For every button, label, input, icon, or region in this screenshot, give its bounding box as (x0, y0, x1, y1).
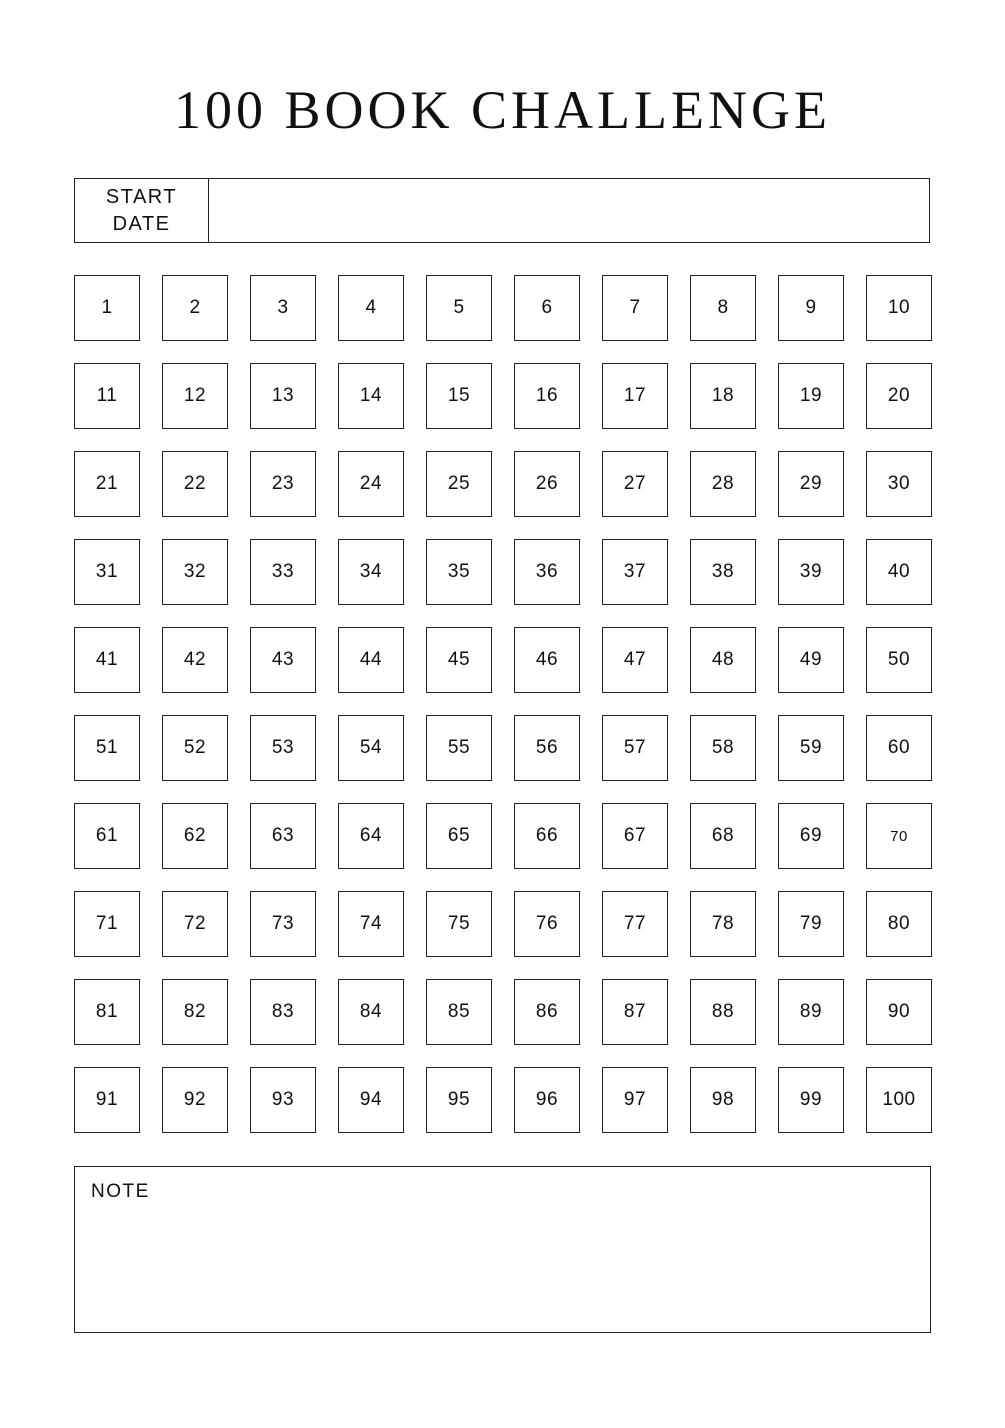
note-field[interactable] (74, 1166, 931, 1333)
book-box[interactable]: 46 (514, 627, 580, 693)
book-box[interactable]: 27 (602, 451, 668, 517)
book-box[interactable]: 19 (778, 363, 844, 429)
book-box[interactable]: 89 (778, 979, 844, 1045)
book-box[interactable]: 10 (866, 275, 932, 341)
book-box[interactable]: 24 (338, 451, 404, 517)
book-box[interactable]: 53 (250, 715, 316, 781)
book-box[interactable]: 83 (250, 979, 316, 1045)
book-box[interactable]: 37 (602, 539, 668, 605)
book-box[interactable]: 18 (690, 363, 756, 429)
book-box[interactable]: 59 (778, 715, 844, 781)
book-box[interactable]: 88 (690, 979, 756, 1045)
book-box[interactable]: 71 (74, 891, 140, 957)
book-box[interactable]: 52 (162, 715, 228, 781)
book-box[interactable]: 20 (866, 363, 932, 429)
book-box[interactable]: 30 (866, 451, 932, 517)
book-box[interactable]: 82 (162, 979, 228, 1045)
book-box[interactable]: 12 (162, 363, 228, 429)
book-box[interactable]: 50 (866, 627, 932, 693)
book-box[interactable]: 80 (866, 891, 932, 957)
book-box[interactable]: 39 (778, 539, 844, 605)
book-box[interactable]: 54 (338, 715, 404, 781)
book-box[interactable]: 63 (250, 803, 316, 869)
book-box[interactable]: 44 (338, 627, 404, 693)
book-box[interactable]: 77 (602, 891, 668, 957)
book-box[interactable]: 45 (426, 627, 492, 693)
book-box[interactable]: 79 (778, 891, 844, 957)
book-box[interactable]: 3 (250, 275, 316, 341)
start-date-input[interactable] (209, 179, 929, 242)
book-box[interactable]: 73 (250, 891, 316, 957)
book-box[interactable]: 21 (74, 451, 140, 517)
book-box[interactable]: 43 (250, 627, 316, 693)
book-box[interactable]: 91 (74, 1067, 140, 1133)
book-box[interactable]: 15 (426, 363, 492, 429)
note-label: NOTE (91, 1181, 150, 1202)
book-box[interactable]: 41 (74, 627, 140, 693)
book-box[interactable]: 76 (514, 891, 580, 957)
book-box[interactable]: 33 (250, 539, 316, 605)
book-box[interactable]: 74 (338, 891, 404, 957)
book-box[interactable]: 65 (426, 803, 492, 869)
start-date-field[interactable] (74, 178, 930, 243)
book-box[interactable]: 47 (602, 627, 668, 693)
book-box[interactable]: 6 (514, 275, 580, 341)
book-box[interactable]: 58 (690, 715, 756, 781)
book-box[interactable]: 90 (866, 979, 932, 1045)
book-box[interactable]: 34 (338, 539, 404, 605)
page-title: 100 BOOK CHALLENGE (174, 80, 831, 140)
book-box[interactable]: 5 (426, 275, 492, 341)
book-box[interactable]: 48 (690, 627, 756, 693)
book-box[interactable]: 60 (866, 715, 932, 781)
book-box[interactable]: 4 (338, 275, 404, 341)
book-box[interactable]: 49 (778, 627, 844, 693)
book-box[interactable]: 35 (426, 539, 492, 605)
book-box[interactable]: 87 (602, 979, 668, 1045)
book-box[interactable]: 17 (602, 363, 668, 429)
book-box[interactable]: 16 (514, 363, 580, 429)
book-box[interactable]: 100 (866, 1067, 932, 1133)
book-box[interactable]: 22 (162, 451, 228, 517)
book-box[interactable]: 57 (602, 715, 668, 781)
book-box[interactable]: 51 (74, 715, 140, 781)
book-box[interactable]: 36 (514, 539, 580, 605)
book-box[interactable]: 11 (74, 363, 140, 429)
book-box[interactable]: 92 (162, 1067, 228, 1133)
book-box[interactable]: 75 (426, 891, 492, 957)
book-box[interactable]: 84 (338, 979, 404, 1045)
book-box[interactable]: 81 (74, 979, 140, 1045)
book-box[interactable]: 29 (778, 451, 844, 517)
book-box[interactable]: 96 (514, 1067, 580, 1133)
book-box[interactable]: 68 (690, 803, 756, 869)
book-box[interactable]: 86 (514, 979, 580, 1045)
book-box[interactable]: 95 (426, 1067, 492, 1133)
book-box[interactable]: 72 (162, 891, 228, 957)
book-box[interactable]: 40 (866, 539, 932, 605)
book-box[interactable]: 97 (602, 1067, 668, 1133)
book-box[interactable]: 28 (690, 451, 756, 517)
book-box[interactable]: 42 (162, 627, 228, 693)
book-grid (74, 275, 932, 1133)
book-box[interactable]: 94 (338, 1067, 404, 1133)
book-box[interactable]: 2 (162, 275, 228, 341)
book-box[interactable]: 61 (74, 803, 140, 869)
book-box[interactable]: 25 (426, 451, 492, 517)
start-date-label: START DATE (75, 179, 209, 242)
book-box[interactable]: 67 (602, 803, 668, 869)
book-box[interactable]: 56 (514, 715, 580, 781)
book-box[interactable]: 7 (602, 275, 668, 341)
book-box[interactable]: 13 (250, 363, 316, 429)
book-box[interactable]: 8 (690, 275, 756, 341)
book-box[interactable]: 32 (162, 539, 228, 605)
book-box[interactable]: 1 (74, 275, 140, 341)
book-box[interactable]: 9 (778, 275, 844, 341)
book-box[interactable]: 38 (690, 539, 756, 605)
book-box[interactable]: 70 (866, 803, 932, 869)
book-box[interactable]: 26 (514, 451, 580, 517)
book-box[interactable]: 78 (690, 891, 756, 957)
book-box[interactable]: 14 (338, 363, 404, 429)
book-box[interactable]: 23 (250, 451, 316, 517)
book-box[interactable]: 31 (74, 539, 140, 605)
book-box[interactable]: 55 (426, 715, 492, 781)
book-box[interactable]: 62 (162, 803, 228, 869)
book-box[interactable]: 85 (426, 979, 492, 1045)
book-box[interactable]: 98 (690, 1067, 756, 1133)
book-box[interactable]: 69 (778, 803, 844, 869)
book-box[interactable]: 66 (514, 803, 580, 869)
book-box[interactable]: 64 (338, 803, 404, 869)
book-box[interactable]: 99 (778, 1067, 844, 1133)
book-box[interactable]: 93 (250, 1067, 316, 1133)
